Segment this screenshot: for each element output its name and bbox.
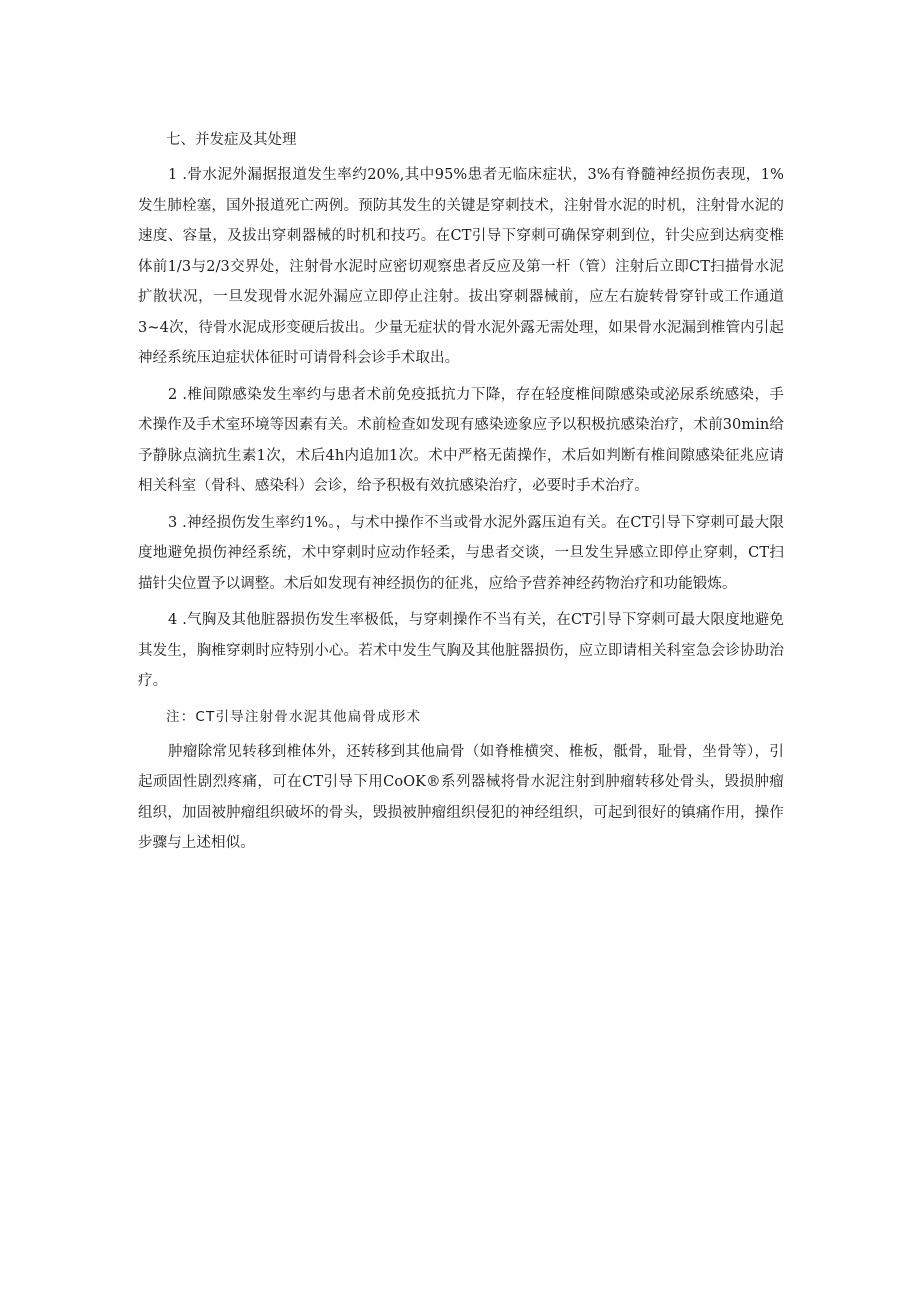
document-page [138, 126, 784, 865]
note-title: 注：CT引导注射骨水泥其他扁骨成形术 [166, 708, 422, 725]
section-title: 七、并发症及其处理 [166, 132, 297, 148]
note-paragraph: 肿瘤除常见转移到椎体外，还转移到其他扁骨（如脊椎横突、椎板，骶骨，耻骨，坐骨等），引起顽固性剧烈疼痛，可在CT引导下用CoOK®系列器械将骨水泥注射到肿瘤转移处骨头，毁损肿瘤组织，加固被肿瘤组织破坏的骨头，毁损被肿瘤组织侵犯的神经组织，可起到很好的镇痛作用，操作步骤与上述相似。 [138, 743, 784, 851]
paragraph-disc-infection: 2 .椎间隙感染发生率约与患者术前免疫抵抗力下降，存在轻度椎间隙感染或泌尿系统感染，手术操作及手术室环境等因素有关。术前检查如发现有感染迹象应予以积极抗感染治疗，术前30min给予静脉点滴抗生素1次，术后4h内追加1次。术中严格无菌操作，术后如判断有椎间隙感染征兆应请相关科室（骨科、感染科）会诊，给予积极有效抗感染治疗，必要时手术治疗。 [138, 386, 784, 494]
paragraph-cement-leakage: 1 .骨水泥外漏据报道发生率约20%,其中95%患者无临床症状，3%有脊髓神经损伤表现，1%发生肺栓塞，国外报道死亡两例。预防其发生的关键是穿刺技术，注射骨水泥的时机，注射骨水泥的速度、容量，及拔出穿刺器械的时机和技巧。在CT引导下穿刺可确保穿刺到位，针尖应到达病变椎体前1/3与2/3交界处，注射骨水泥时应密切观察患者反应及第一杆（管）注射后立即CT扫描骨水泥扩散状况，一旦发现骨水泥外漏应立即停止注射。拔出穿刺器械前，应左右旋转骨穿针或工作通道3~4次，待骨水泥成形变硬后拔出。少量无症状的骨水泥外露无需处理，如果骨水泥漏到椎管内引起神经系统压迫症状体征时可请骨科会诊手术取出。 [138, 167, 784, 366]
paragraph-nerve-injury: 3 .神经损伤发生率约1%。，与术中操作不当或骨水泥外露压迫有关。在CT引导下穿刺可最大限度地避免损伤神经系统，术中穿刺时应动作轻柔，与患者交谈，一旦发生异感立即停止穿刺，CT扫描针尖位置予以调整。术后如发现有神经损伤的征兆，应给予营养神经药物治疗和功能锻炼。 [138, 514, 784, 592]
paragraph-pneumothorax: 4 .气胸及其他脏器损伤发生率极低，与穿刺操作不当有关，在CT引导下穿刺可最大限度地避免其发生，胸椎穿刺时应特别小心。若术中发生气胸及其他脏器损伤，应立即请相关科室急会诊协助治疗。 [138, 612, 784, 689]
